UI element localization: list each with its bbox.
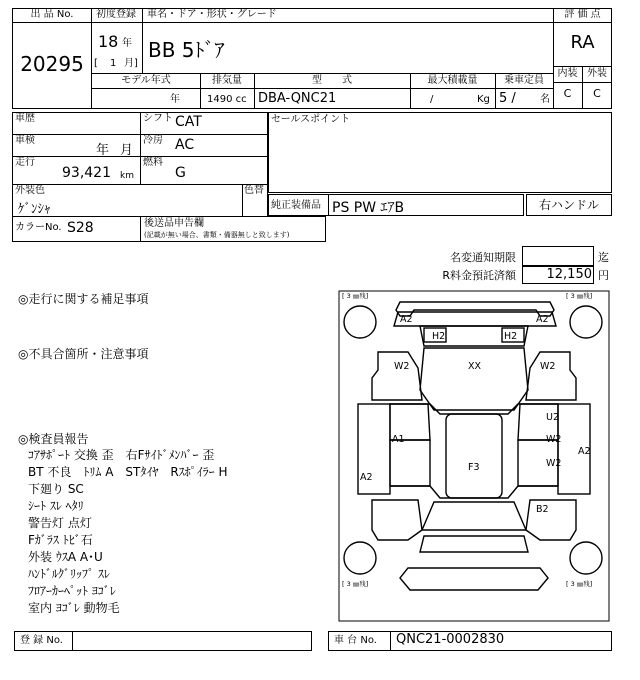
driving-heading: ◎走行に関する補足事項 (18, 292, 149, 306)
tire-label-tl: [ 3 ㎜残] (342, 292, 369, 300)
chassis-label: 車 台 No. (334, 635, 377, 646)
capacity-value: 5 / (499, 91, 516, 106)
history-label: 車歴 (15, 113, 35, 124)
tire-rear-left (344, 542, 376, 574)
inspector-line: 警告灯 点灯 (28, 516, 92, 530)
defect-heading: ◎不具合箇所・注意事項 (18, 347, 149, 361)
type-label: 型 式 (312, 75, 352, 86)
rear-fender-right (526, 500, 576, 540)
mark-w2-right-rear: W2 (546, 458, 562, 469)
first-reg-month-unit: 月] (124, 58, 138, 69)
mark-a2-right-side: A2 (578, 446, 591, 457)
inspector-line: 下廻り SC (28, 482, 84, 496)
lot-label: 出 品 No. (30, 9, 74, 20)
type-value: DBA-QNC21 (258, 91, 337, 106)
first-reg-month-open: [ (94, 58, 98, 69)
mark-b2-right-quarter: B2 (536, 504, 549, 515)
lot-number: 20295 (20, 52, 84, 76)
first-reg-month: 1 (110, 58, 117, 69)
car-damage-diagram (338, 290, 610, 622)
inspection-month: 月 (120, 143, 134, 158)
fuel-label: 燃料 (143, 157, 163, 168)
max-load-unit: Kg (477, 94, 490, 105)
mark-w2-right-fender: W2 (540, 361, 556, 372)
aftersale-note: (記載が無い場合、書類・備器無しと致します) (144, 231, 290, 239)
header-block (12, 8, 612, 109)
tire-rear-right (570, 542, 602, 574)
tire-front-left (344, 306, 376, 338)
interior-grade: C (563, 87, 572, 100)
mark-f3-roof: F3 (468, 462, 480, 473)
chassis-value: QNC21-0002830 (396, 632, 505, 647)
mark-a2-left-side: A2 (360, 472, 373, 483)
color-value: ｹﾞﾝｼｬ (18, 202, 51, 217)
inspector-line: BT 不良 ﾄﾘﾑ A STﾀｲﾔ Rｽﾎﾟｲﾗｰ H (28, 465, 228, 479)
shift-label: シフト (143, 113, 173, 124)
hood (420, 348, 528, 410)
mileage-label: 走行 (15, 157, 35, 168)
front-fender-left (372, 352, 422, 400)
exterior-label: 外装 (587, 68, 607, 79)
first-reg-year-unit: 年 (122, 38, 132, 49)
equipment-label: 純正装備品 (271, 200, 321, 211)
tire-front-right (570, 306, 602, 338)
diagram-frame (339, 291, 609, 621)
rear-bumper (420, 536, 528, 552)
max-load-label: 最大積載量 (427, 75, 478, 86)
deadline-box (522, 246, 594, 266)
max-load-slash: / (430, 94, 434, 105)
inspector-line: ｼｰﾄ ｽﾚ ﾍﾀﾘ (28, 499, 84, 513)
deadline-label: 名変通知期限 (450, 251, 516, 264)
tire-label-tr: [ 3 ㎜残] (566, 292, 593, 300)
interior-label: 内装 (557, 68, 578, 79)
color-no-label: カラーNo. (15, 222, 62, 233)
aircon-value: AC (175, 137, 195, 153)
front-fender-right (526, 352, 576, 400)
inspector-line: Fｶﾞﾗｽ ﾄﾋﾞ石 (28, 533, 93, 547)
recycle-unit: 円 (598, 269, 609, 282)
equipment-value: PS PW ｴｱB (332, 200, 405, 216)
inspection-year: 年 (96, 143, 110, 158)
mark-h2-right: H2 (504, 331, 518, 342)
fuel-value: G (175, 165, 186, 181)
tire-label-bl: [ 3 ㎜残] (342, 580, 369, 588)
front-bumper (396, 302, 554, 316)
recycle-label: R料金預託済額 (442, 269, 516, 282)
rear-fender-left (372, 500, 422, 540)
mark-xx-hood: XX (468, 361, 482, 372)
mark-a2-right-bumper: A2 (536, 314, 549, 325)
inspector-lines (28, 447, 228, 617)
mark-w2-right-door: W2 (546, 434, 562, 445)
mark-a2-left-bumper: A2 (400, 314, 413, 325)
aircon-label: 冷房 (143, 135, 163, 146)
aftersale-label: 後送品申告欄 (144, 218, 204, 229)
tire-label-br: [ 3 ㎜残] (566, 580, 593, 588)
deadline-unit: 迄 (598, 251, 609, 264)
capacity-label: 乗車定員 (504, 75, 544, 86)
roof (446, 414, 502, 498)
overall-grade: RA (570, 32, 595, 53)
inspection-label: 車検 (15, 135, 35, 146)
mileage-unit: km (120, 171, 134, 181)
first-reg-label: 初度登録 (96, 9, 136, 20)
mark-h2-left: H2 (432, 331, 446, 342)
mark-u2-right-door: U2 (546, 412, 559, 423)
car-name-label: 車名・ドア・形状・グレード (147, 9, 277, 20)
model-year-label: モデル年式 (121, 75, 171, 86)
rear-window (422, 502, 526, 530)
displacement-label: 排気量 (212, 75, 242, 86)
mileage-value: 93,421 (62, 165, 111, 181)
car-name: BB 5ﾄﾞｱ (148, 38, 225, 62)
reg-no-label: 登 録 No. (20, 635, 63, 646)
inspector-line: 外装 ｳｽA A･U (28, 550, 103, 564)
recycle-value: 12,150 (546, 267, 592, 282)
color-label: 外装色 (15, 185, 45, 196)
handle-value: 右ハンドル (538, 198, 599, 212)
spec-block (12, 112, 612, 244)
mark-w2-left-fender: W2 (394, 361, 410, 372)
inspector-line: ﾌﾛｱｰｶｰﾍﾟｯﾄ ﾖｺﾞﾚ (28, 584, 116, 598)
color-change-label: 色替 (244, 185, 264, 196)
grade-label: 評 価 点 (564, 9, 601, 20)
inspector-line: 室内 ﾖｺﾞﾚ 動物毛 (28, 601, 120, 615)
first-reg-year: 18 (98, 32, 119, 51)
displacement-value: 1490 cc (207, 94, 247, 105)
exterior-grade: C (593, 87, 601, 100)
capacity-unit: 名 (540, 94, 550, 105)
shift-value: CAT (175, 114, 202, 130)
left-rear-door (390, 440, 430, 486)
mark-a1-left-door: A1 (392, 434, 405, 445)
inspector-heading: ◎検査員報告 (18, 432, 89, 446)
color-no-value: S28 (67, 220, 94, 236)
inspector-line: ｺｱｻﾎﾟｰﾄ 交換 歪 右Fｻｲﾄﾞﾒﾝﾊﾞｰ 歪 (28, 448, 215, 462)
model-year-unit: 年 (170, 94, 180, 105)
sales-point-label: セールスポイント (271, 114, 351, 125)
inspector-line: ﾊﾝﾄﾞﾙｸﾞﾘｯﾌﾟ ｽﾚ (28, 567, 110, 581)
